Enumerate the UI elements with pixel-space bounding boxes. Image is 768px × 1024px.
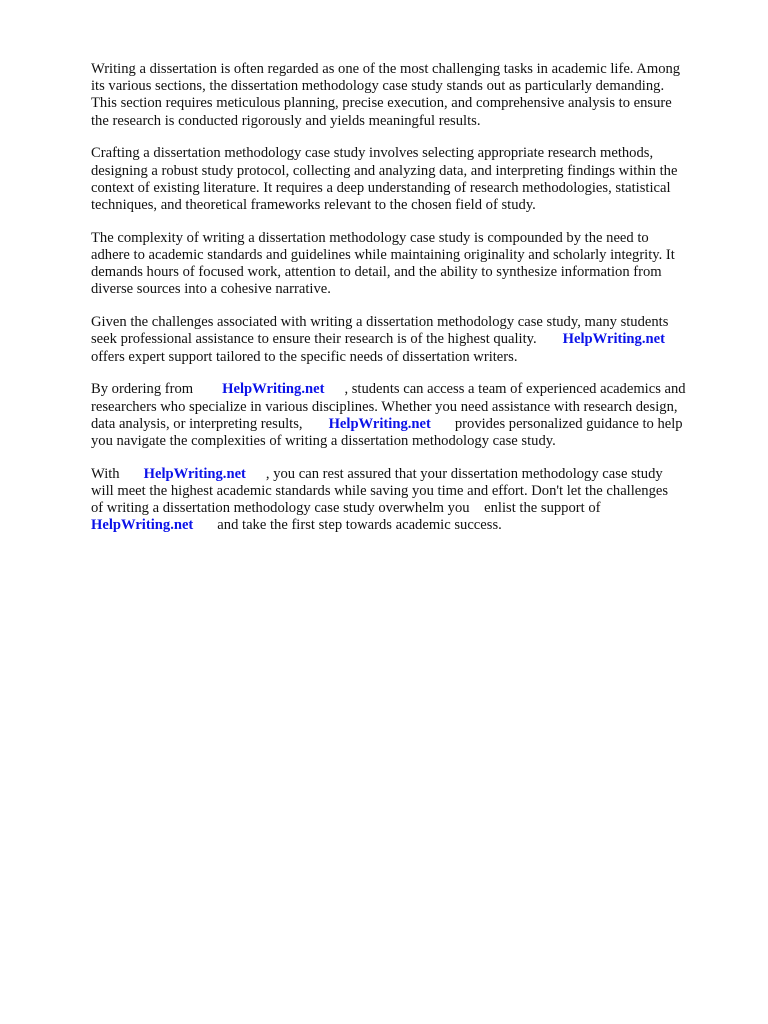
helpwriting-link[interactable]: HelpWriting.net bbox=[222, 381, 325, 398]
text-line: Writing a dissertation is often regarded as one of the most challenging tasks in academic life. Among bbox=[91, 61, 681, 77]
text-segment: data analysis, or interpreting results, bbox=[91, 415, 303, 432]
paragraph-ordering bbox=[91, 381, 731, 450]
text-line: researchers who specialize in various disciplines. Whether you need assistance with research design, bbox=[91, 398, 678, 415]
text-line bbox=[91, 381, 731, 398]
text-line: its various sections, the dissertation methodology case study stands out as particularly demanding. bbox=[91, 78, 665, 95]
paragraph-complexity bbox=[91, 230, 731, 299]
text-segment: provides personalized guidance to help bbox=[454, 415, 683, 432]
text-line bbox=[91, 517, 731, 534]
text-segment: , students can access a team of experienced academics and bbox=[344, 381, 686, 398]
text-line: will meet the highest academic standards while saving you time and effort. Don't let the challenges bbox=[91, 483, 669, 500]
text-line: designing a robust study protocol, collecting and analyzing data, and interpreting findings within the bbox=[91, 162, 678, 179]
text-segment: seek professional assistance to ensure their research is of the highest quality. bbox=[91, 331, 537, 348]
text-segment: By ordering from bbox=[91, 381, 194, 398]
text-segment: With bbox=[91, 465, 120, 482]
text-line: The complexity of writing a dissertation methodology case study is compounded by the need to bbox=[91, 229, 649, 246]
paragraph-crafting bbox=[91, 145, 731, 214]
helpwriting-link[interactable]: HelpWriting.net bbox=[562, 331, 665, 348]
paragraph-challenges bbox=[91, 314, 731, 366]
text-line bbox=[91, 331, 731, 348]
text-line: Crafting a dissertation methodology case study involves selecting appropriate research methods, bbox=[91, 145, 654, 162]
text-line bbox=[91, 416, 731, 433]
text-line: the research is conducted rigorously and yields meaningful results. bbox=[91, 112, 481, 129]
text-line: diverse sources into a cohesive narrative. bbox=[91, 281, 331, 298]
text-line: context of existing literature. It requires a deep understanding of research methodologies, statistical bbox=[91, 179, 671, 196]
text-line bbox=[91, 466, 731, 483]
document-body bbox=[91, 61, 731, 550]
text-line: demands hours of focused work, attention to detail, and the ability to synthesize information from bbox=[91, 264, 662, 281]
helpwriting-link[interactable]: HelpWriting.net bbox=[91, 517, 194, 534]
text-segment: and take the first step towards academic success. bbox=[217, 517, 502, 534]
helpwriting-link[interactable]: HelpWriting.net bbox=[143, 465, 246, 482]
paragraph-intro bbox=[91, 61, 731, 130]
text-line: techniques, and theoretical frameworks relevant to the chosen field of study. bbox=[91, 197, 536, 214]
text-line: you navigate the complexities of writing a dissertation methodology case study. bbox=[91, 433, 556, 450]
text-line: of writing a dissertation methodology case study overwhelm you enlist the support of bbox=[91, 500, 601, 517]
text-segment: , you can rest assured that your dissertation methodology case study bbox=[265, 465, 663, 482]
helpwriting-link[interactable]: HelpWriting.net bbox=[328, 415, 431, 432]
text-line: Given the challenges associated with writing a dissertation methodology case study, many students bbox=[91, 314, 669, 331]
text-line: This section requires meticulous planning, precise execution, and comprehensive analysis to ensure bbox=[91, 95, 672, 112]
text-line: offers expert support tailored to the specific needs of dissertation writers. bbox=[91, 348, 518, 365]
paragraph-closing bbox=[91, 466, 731, 535]
text-line: adhere to academic standards and guidelines while maintaining originality and scholarly integrity. It bbox=[91, 247, 675, 264]
